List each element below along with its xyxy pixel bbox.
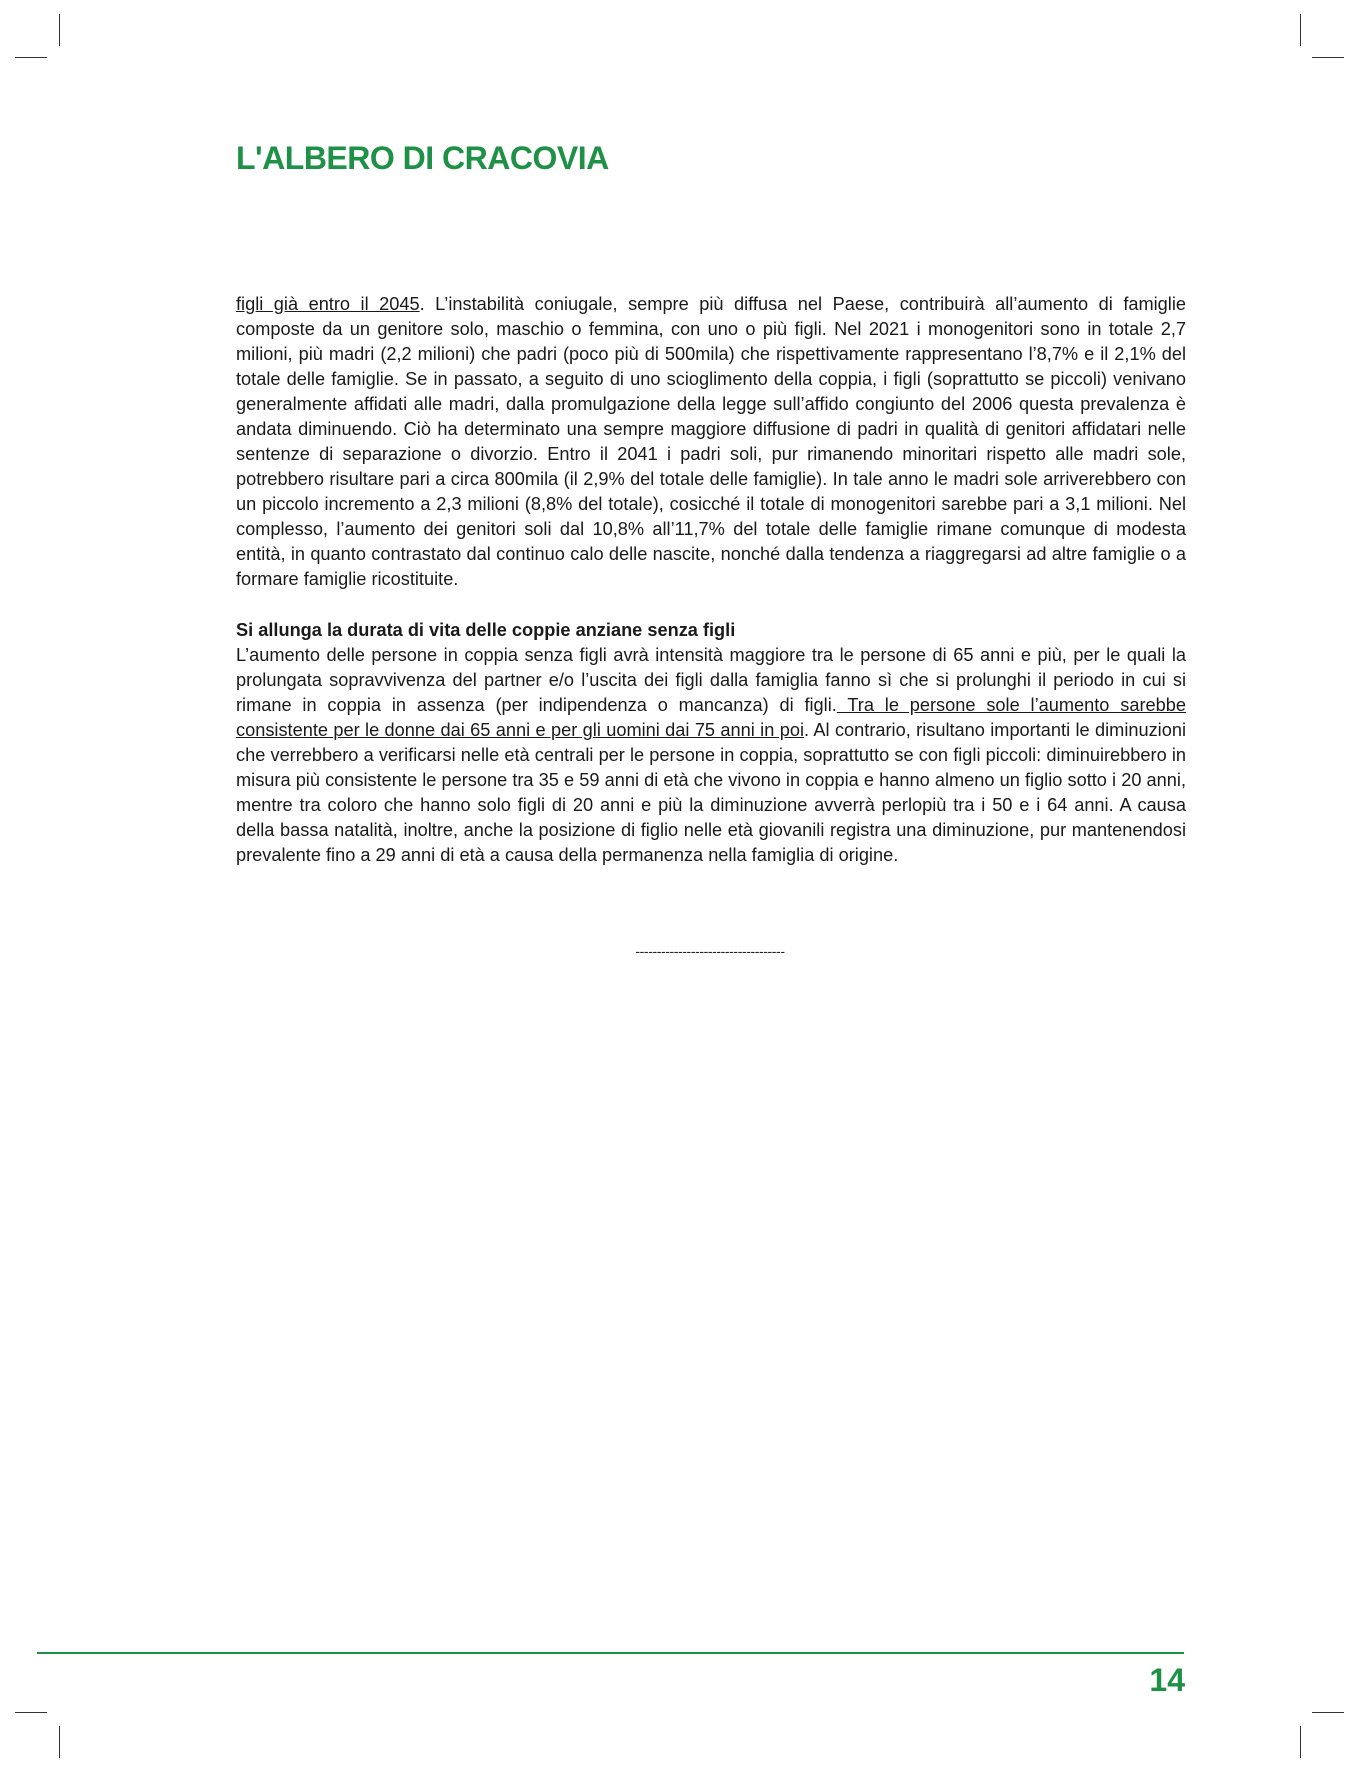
- crop-mark: [1300, 1726, 1301, 1758]
- page-title: L'ALBERO DI CRACOVIA: [236, 140, 609, 176]
- page-number: 14: [1149, 1662, 1185, 1698]
- crop-mark: [1312, 1712, 1344, 1713]
- article-body: [236, 292, 1186, 868]
- crop-mark: [15, 1712, 47, 1713]
- paragraph: [236, 292, 1186, 592]
- crop-mark: [1300, 14, 1301, 46]
- underlined-text: Tra le persone sole l’aumento sarebbe consistente per le donne dai 65 anni e per gli uomini dai 75 anni in poi: [236, 695, 1186, 740]
- underlined-text: figli già entro il 2045: [236, 294, 420, 314]
- section-heading: Si allunga la durata di vita delle coppie anziane senza figli: [236, 620, 736, 640]
- paragraph-text: . Al contrario, risultano importanti le diminuzioni che verrebbero a verificarsi nelle età centrali per le persone in coppia, soprattutto se con figli piccoli: diminuirebbero in misura più consistente le persone tra 35 e 59 anni di età che vivono in coppia e hanno almeno un figlio sotto i 20 anni, mentre tra coloro che hanno solo figli di 20 anni e più la diminuzione avverrà perlopiù tra i 50 e i 64 anni. A causa della bassa natalità, inoltre, anche la posizione di figlio nelle età giovanili registra una diminuzione, pur mantenendosi prevalente fino a 29 anni di età a causa della permanenza nella famiglia di origine.: [236, 720, 1186, 865]
- footer-rule: [37, 1652, 1184, 1654]
- crop-mark: [1312, 57, 1344, 58]
- paragraph-text: . L’instabilità coniugale, sempre più diffusa nel Paese, contribuirà all’aumento di famiglie composte da un genitore solo, maschio o femmina, con uno o più figli. Nel 2021 i monogenitori sono in totale 2,7 milioni, più madri (2,2 milioni) che padri (poco più di 500mila) che rispettivamente rappresentano l’8,7% e il 2,1% del totale delle famiglie. Se in passato, a seguito di uno scioglimento della coppia, i figli (soprattutto se piccoli) venivano generalmente affidati alle madri, dalla promulgazione della legge sull’affido congiunto del 2006 questa prevalenza è andata diminuendo. Ciò ha determinato una sempre maggiore diffusione di padri in qualità di genitori affidatari nelle sentenze di separazione o divorzio. Entro il 2041 i padri soli, pur rimanendo minoritari rispetto alle madri sole, potrebbero risultare pari a circa 800mila (il 2,9% del totale delle famiglie). In tale anno le madri sole arriverebbero con un piccolo incremento a 2,3 milioni (8,8% del totale), cosicché il totale di monogenitori sarebbe pari a 3,1 milioni. Nel complesso, l’aumento dei genitori soli dal 10,8% all’11,7% del totale delle famiglie rimane comunque di modesta entità, in quanto contrastato dal continuo calo delle nascite, nonché dalla tendenza a riaggregarsi ad altre famiglie o a formare famiglie ricostituite.: [236, 294, 1186, 589]
- paragraph: [236, 643, 1186, 868]
- crop-mark: [15, 57, 47, 58]
- crop-mark: [59, 14, 60, 46]
- paragraph-text: L’aumento delle persone in coppia senza figli avrà intensità maggiore tra le persone di 65 anni e più, per le quali la prolungata sopravvivenza del partner e/o l’uscita dei figli dalla famiglia fanno sì che si prolunghi il periodo in cui si rimane in coppia in assenza (per indipendenza o mancanza) di figli.: [236, 645, 1186, 715]
- section-separator: -----------------------------------: [635, 943, 785, 959]
- crop-mark: [59, 1726, 60, 1758]
